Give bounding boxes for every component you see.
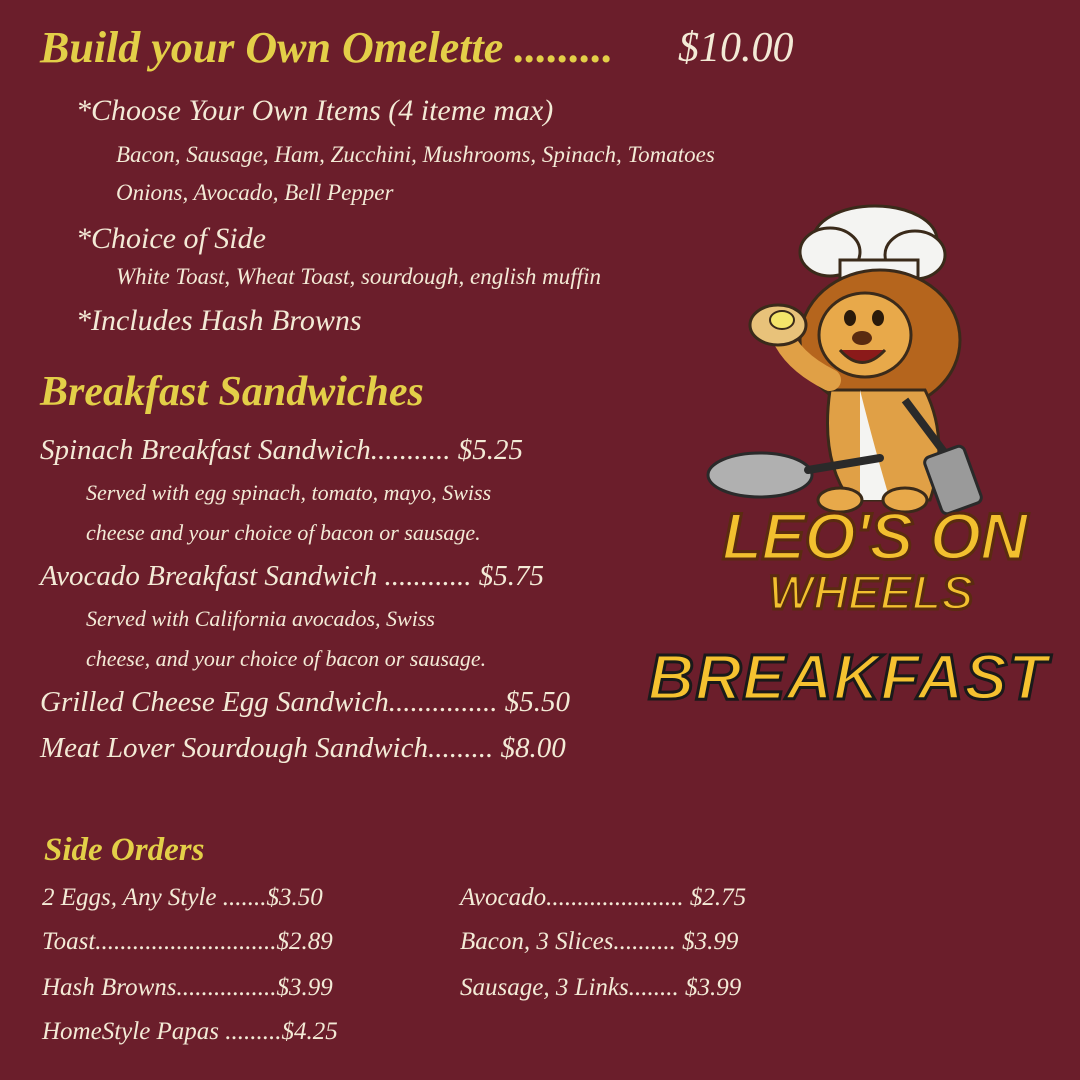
choose-items-label: *Choose Your Own Items (4 iteme max) <box>76 94 554 127</box>
sandwich-item: Grilled Cheese Egg Sandwich............... $5.50 <box>40 686 571 718</box>
logo-line-2: WHEELS <box>768 567 974 620</box>
sandwiches-title: Breakfast Sandwiches <box>40 369 424 415</box>
sandwich-item: Spinach Breakfast Sandwich........... $5.25 <box>40 434 524 466</box>
logo-line-3: BREAKFAST <box>648 641 1049 713</box>
sandwich-desc: Served with California avocados, Swiss <box>86 606 435 631</box>
logo-line-1: LEO'S ON <box>722 499 1027 573</box>
side-item: Sausage, 3 Links........ $3.99 <box>460 974 742 1001</box>
includes-hash-browns: *Includes Hash Browns <box>76 304 362 337</box>
side-item: Hash Browns................$3.99 <box>42 974 333 1001</box>
side-options: White Toast, Wheat Toast, sourdough, english muffin <box>116 264 601 289</box>
side-item: Avocado...................... $2.75 <box>460 884 747 911</box>
omelette-price: $10.00 <box>678 25 794 71</box>
side-item: 2 Eggs, Any Style .......$3.50 <box>42 884 323 911</box>
side-item: Toast.............................$2.89 <box>42 928 333 955</box>
sandwich-item: Meat Lover Sourdough Sandwich......... $8.00 <box>40 732 566 764</box>
side-orders-title: Side Orders <box>44 832 205 868</box>
omelette-title: Build your Own Omelette ......... <box>40 23 614 72</box>
sandwich-item: Avocado Breakfast Sandwich ............ $5.75 <box>40 560 544 592</box>
sandwich-desc: Served with egg spinach, tomato, mayo, Swiss <box>86 480 492 505</box>
side-item: Bacon, 3 Slices.......... $3.99 <box>460 928 739 955</box>
sandwich-desc: cheese and your choice of bacon or sausage. <box>86 520 481 545</box>
choice-of-side-label: *Choice of Side <box>76 222 266 255</box>
items-line-1: Bacon, Sausage, Ham, Zucchini, Mushrooms, Spinach, Tomatoes <box>116 142 715 167</box>
items-line-2: Onions, Avocado, Bell Pepper <box>116 180 394 205</box>
sandwich-desc: cheese, and your choice of bacon or sausage. <box>86 646 487 671</box>
side-item: HomeStyle Papas .........$4.25 <box>42 1018 338 1045</box>
